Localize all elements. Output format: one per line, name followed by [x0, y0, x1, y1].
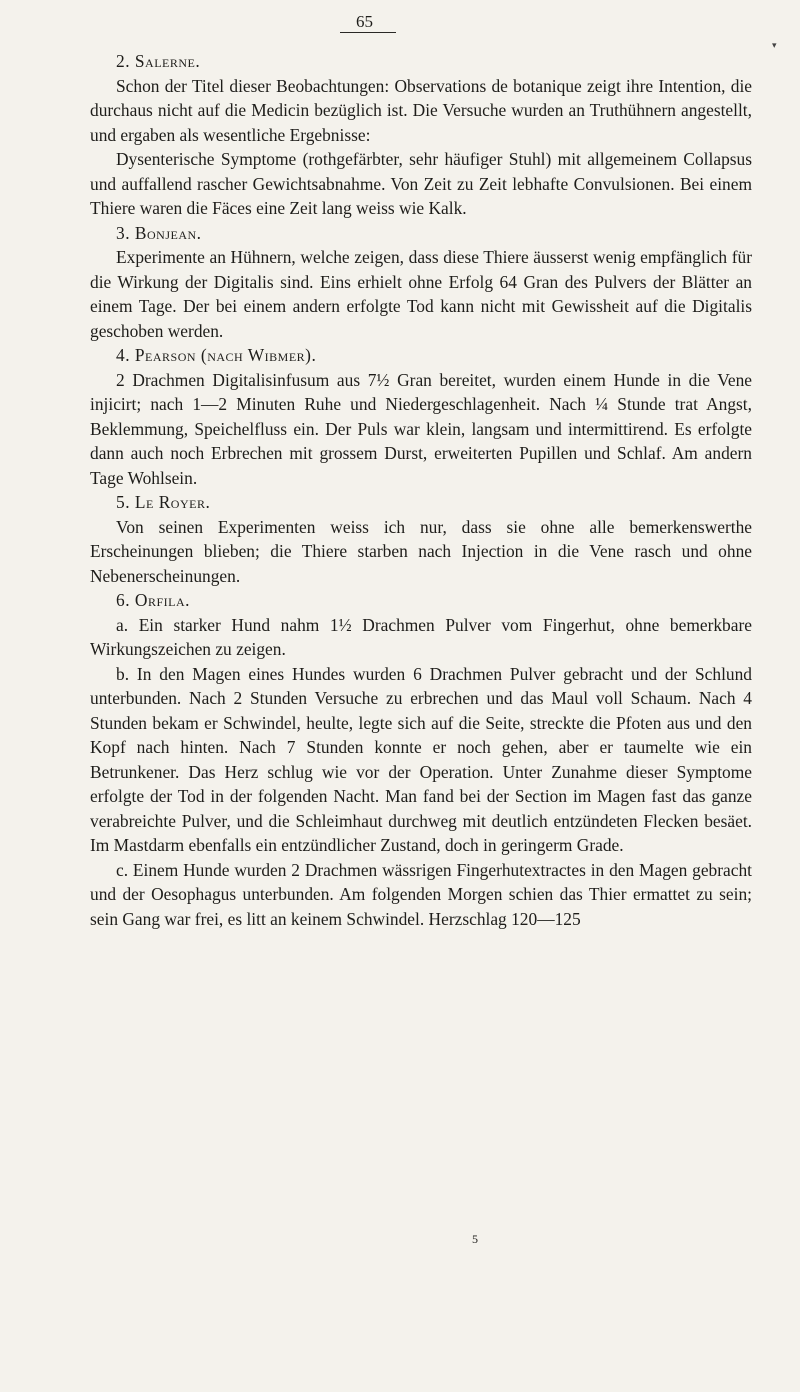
section-heading-bonjean: 3. Bonjean.	[116, 222, 202, 243]
paragraph: Schon der Titel dieser Beobachtungen: Observations de botanique zeigt ihre Intention, die durchaus nicht auf die Medicin bezüglich ist. Die Versuche wurden an Truthühnern angestellt, und ergaben als wesentliche Ergebnisse:	[90, 75, 752, 145]
paragraph: a. Ein starker Hund nahm 1½ Drachmen Pulver vom Fingerhut, ohne bemerkbare Wirkungszeichen zu zeigen.	[90, 614, 752, 659]
header-rule	[340, 32, 396, 33]
paragraph: c. Einem Hunde wurden 2 Drachmen wässrigen Fingerhutextractes in den Magen gebracht und der Oesophagus unterbunden. Am folgenden Morgen schien das Thier ermattet zu sein; sein Gang war frei, es litt an keinem Schwindel. Herzschlag 120—125	[90, 859, 752, 929]
section-heading-salerne: 2. Salerne.	[116, 51, 201, 71]
paragraph: 2 Drachmen Digitalisinfusum aus 7½ Gran bereitet, wurden einem Hunde in die Vene injicirt; nach 1—2 Minuten Ruhe und Niedergeschlagenheit. Nach ¼ Stunde trat Angst, Beklemmung, Speichelfluss ein. Der Puls war klein, langsam und intermittirend. Es erfolgte dann auch noch Erbrechen mit grossem Durst, erweiterten Pupillen und Schlaf. Am andern Tage Wohlsein.	[90, 369, 752, 488]
paragraph: Experimente an Hühnern, welche zeigen, dass diese Thiere äusserst wenig empfänglich für die Wirkung der Digitalis sind. Eins erhielt ohne Erfolg 64 Gran des Pulvers der Blätter an einem Tage. Der bei einem andern erfolgte Tod kann nicht mit Gewissheit auf die Digitalis geschoben werden.	[90, 247, 752, 341]
page-number: 65	[356, 12, 373, 31]
section-heading-pearson: 4. Pearson (nach Wibmer).	[116, 345, 317, 365]
corner-mark: ▾	[772, 40, 777, 50]
signature-mark: 5	[472, 1232, 478, 1246]
section-heading-le-royer: 5. Le Royer.	[116, 492, 211, 512]
paragraph: b. In den Magen eines Hundes wurden 6 Drachmen Pulver gebracht und der Schlund unterbunden. Nach 2 Stunden Versuche zu erbrechen und das Maul voll Schaum. Nach 4 Stunden bekam er Schwindel, heulte, legte sich auf die Seite, streckte die Pfoten aus und den Kopf nach hinten. Nach 7 Stunden konnte er noch gehen, aber er taumelte wie ein Betrunkener. Das Herz schlug wie vor der Operation. Unter Zunahme dieser Symptome erfolgte der Tod in der folgenden Nacht. Man fand bei der Section im Magen fast das ganze verabreichte Pulver, und die Schleimhaut durchweg mit deutlich entzündeten Flecken besäet. Im Mastdarm ebenfalls ein entzündlicher Zustand, doch in geringerm Grade.	[90, 663, 752, 855]
section-heading-orfila: 6. Orfila.	[116, 590, 190, 610]
paragraph: Von seinen Experimenten weiss ich nur, dass sie ohne alle bemerkenswerthe Erscheinungen blieben; die Thiere starben nach Injection in die Vene rasch und ohne Nebenerscheinungen.	[90, 516, 752, 586]
body-text	[90, 49, 752, 931]
paragraph: Dysenterische Symptome (rothgefärbter, sehr häufiger Stuhl) mit allgemeinem Collapsus und auffallend rascher Gewichtsabnahme. Von Zeit zu Zeit lebhafte Convulsionen. Bei einem Thiere waren die Fäces eine Zeit lang weiss wie Kalk.	[90, 149, 752, 218]
